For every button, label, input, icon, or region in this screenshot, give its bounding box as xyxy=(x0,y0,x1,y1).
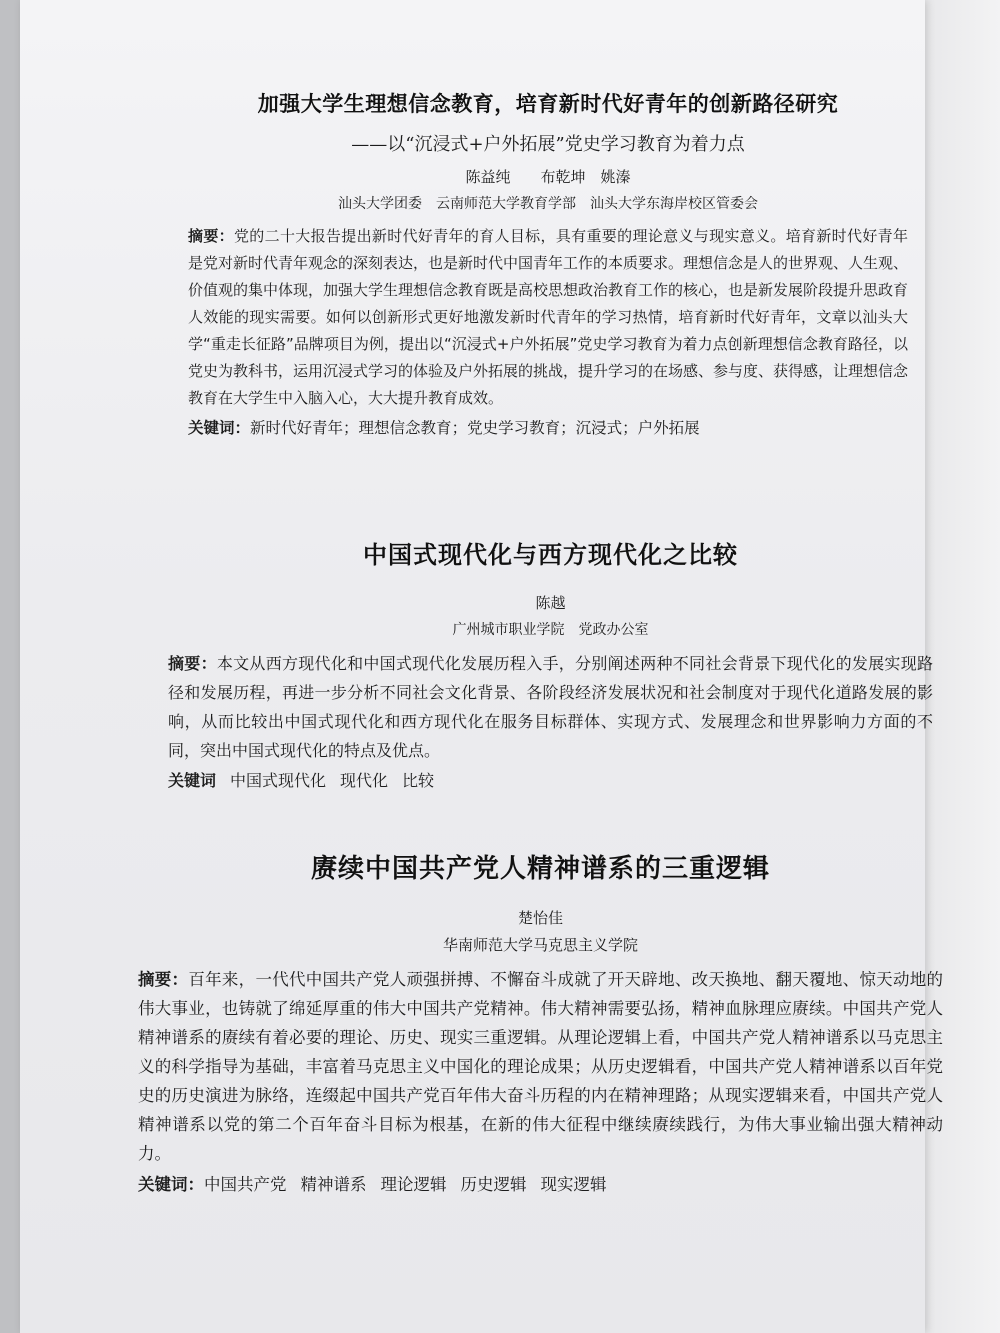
keyword-item: 中国式现代化 xyxy=(230,771,327,790)
article-2-title: 中国式现代化与西方现代化之比较 xyxy=(363,541,738,569)
article-2-abstract xyxy=(168,649,933,765)
keyword-item: 中国共产党 xyxy=(204,1175,287,1194)
keyword-item: 沉浸式 xyxy=(575,419,623,437)
article-3-authors: 楚怡佳 xyxy=(517,909,563,927)
keyword-item: 户外拓展 xyxy=(637,419,700,437)
keywords-label: 关键词： xyxy=(188,419,251,437)
article-3-affiliation: 华南师范大学马克思主义学院 xyxy=(442,936,638,954)
abstract-text: 本文从西方现代化和中国式现代化发展历程入手，分别阐述两种不同社会背景下现代化的发展实现路径和发展历程，再进一步分析不同社会文化背景、各阶段经济发展状况和社会制度对于现代化道路发展的影响，从而比较出中国式现代化和西方现代化在服务目标群体、实现方式、发展理念和世界影响力方面的不同，突出中国式现代化的特点及优点。 xyxy=(168,654,933,760)
article-1-affiliation: 汕头大学团委 云南师范大学教育学部 汕头大学东海岸校区管委会 xyxy=(338,196,758,212)
keyword-separator: ； xyxy=(451,419,468,437)
keywords-label: 关键词： xyxy=(138,1175,204,1194)
keyword-item: 现代化 xyxy=(340,771,389,790)
keyword-item: 比较 xyxy=(402,771,435,790)
article-1-abstract xyxy=(188,223,908,412)
keyword-item: 理论逻辑 xyxy=(380,1175,447,1194)
keyword-item: 新时代好青年 xyxy=(250,419,344,437)
keyword-item: 党史学习教育 xyxy=(467,419,561,437)
article-1-keywords xyxy=(188,414,908,442)
article-1-subtitle: ——以“沉浸式+户外拓展”党史学习教育为着力点 xyxy=(351,134,745,155)
article-1 xyxy=(188,88,908,442)
keyword-separator: ； xyxy=(343,419,359,437)
keyword-item: 精神谱系 xyxy=(300,1175,367,1194)
keyword-separator: ； xyxy=(622,419,638,437)
keywords-label: 关键词 xyxy=(168,771,217,790)
abstract-label: 摘要： xyxy=(138,970,189,989)
article-3-abstract xyxy=(138,965,943,1168)
article-3 xyxy=(138,848,943,1200)
abstract-text: 百年来，一代代中国共产党人顽强拼搏、不懈奋斗成就了开天辟地、改天换地、翻天覆地、惊天动地的伟大事业，也铸就了绵延厚重的伟大中国共产党精神。伟大精神需要弘扬，精神血脉理应赓续。中国共产党人精神谱系的赓续有着必要的理论、历史、现实三重逻辑。从理论逻辑上看，中国共产党人精神谱系以马克思主义的科学指导为基础，丰富着马克思主义中国化的理论成果；从历史逻辑看，中国共产党人精神谱系以百年党史的历史演进为脉络，连缀起中国共产党百年伟大奋斗历程的内在精神理路；从现实逻辑来看，中国共产党人精神谱系以党的第二个百年奋斗目标为根基，在新的伟大征程中继续赓续践行，为伟大事业输出强大精神动力。 xyxy=(138,970,944,1163)
journal-page xyxy=(20,0,944,1333)
article-3-keywords xyxy=(138,1170,943,1200)
article-2-authors: 陈越 xyxy=(535,594,566,612)
keyword-item: 现实逻辑 xyxy=(540,1175,607,1194)
keyword-item: 理想信念教育 xyxy=(358,419,452,437)
article-1-title: 加强大学生理想信念教育，培育新时代好青年的创新路径研究 xyxy=(257,92,839,116)
article-3-title: 赓续中国共产党人精神谱系的三重逻辑 xyxy=(310,854,770,884)
abstract-text: 党的二十大报告提出新时代好青年的育人目标，具有重要的理论意义与现实意义。培育新时代好青年是党对新时代青年观念的深刻表达，也是新时代中国青年工作的本质要求。理想信念是人的世界观、人生观、价值观的集中体现，加强大学生理想信念教育既是高校思想政治教育工作的核心，也是新发展阶段提升思政育人效能的现实需要。如何以创新形式更好地激发新时代青年的学习热情，培育新时代好青年，文章以汕头大学“重走长征路”品牌项目为例，提出以“沉浸式+户外拓展”党史学习教育为着力点创新理想信念教育路径，以党史为教科书，运用沉浸式学习的体验及户外拓展的挑战，提升学习的在场感、参与度、获得感，让理想信念教育在大学生中入脑入心，大大提升教育成效。 xyxy=(188,227,909,407)
article-2 xyxy=(168,535,933,795)
keyword-separator: ； xyxy=(560,419,576,437)
keyword-item: 历史逻辑 xyxy=(460,1175,527,1194)
article-2-affiliation: 广州城市职业学院 党政办公室 xyxy=(452,622,649,638)
abstract-label: 摘要： xyxy=(188,227,234,245)
article-2-keywords xyxy=(168,767,933,795)
article-1-authors: 陈益纯 布乾坤 姚溱 xyxy=(465,168,631,186)
abstract-label: 摘要： xyxy=(168,654,217,673)
